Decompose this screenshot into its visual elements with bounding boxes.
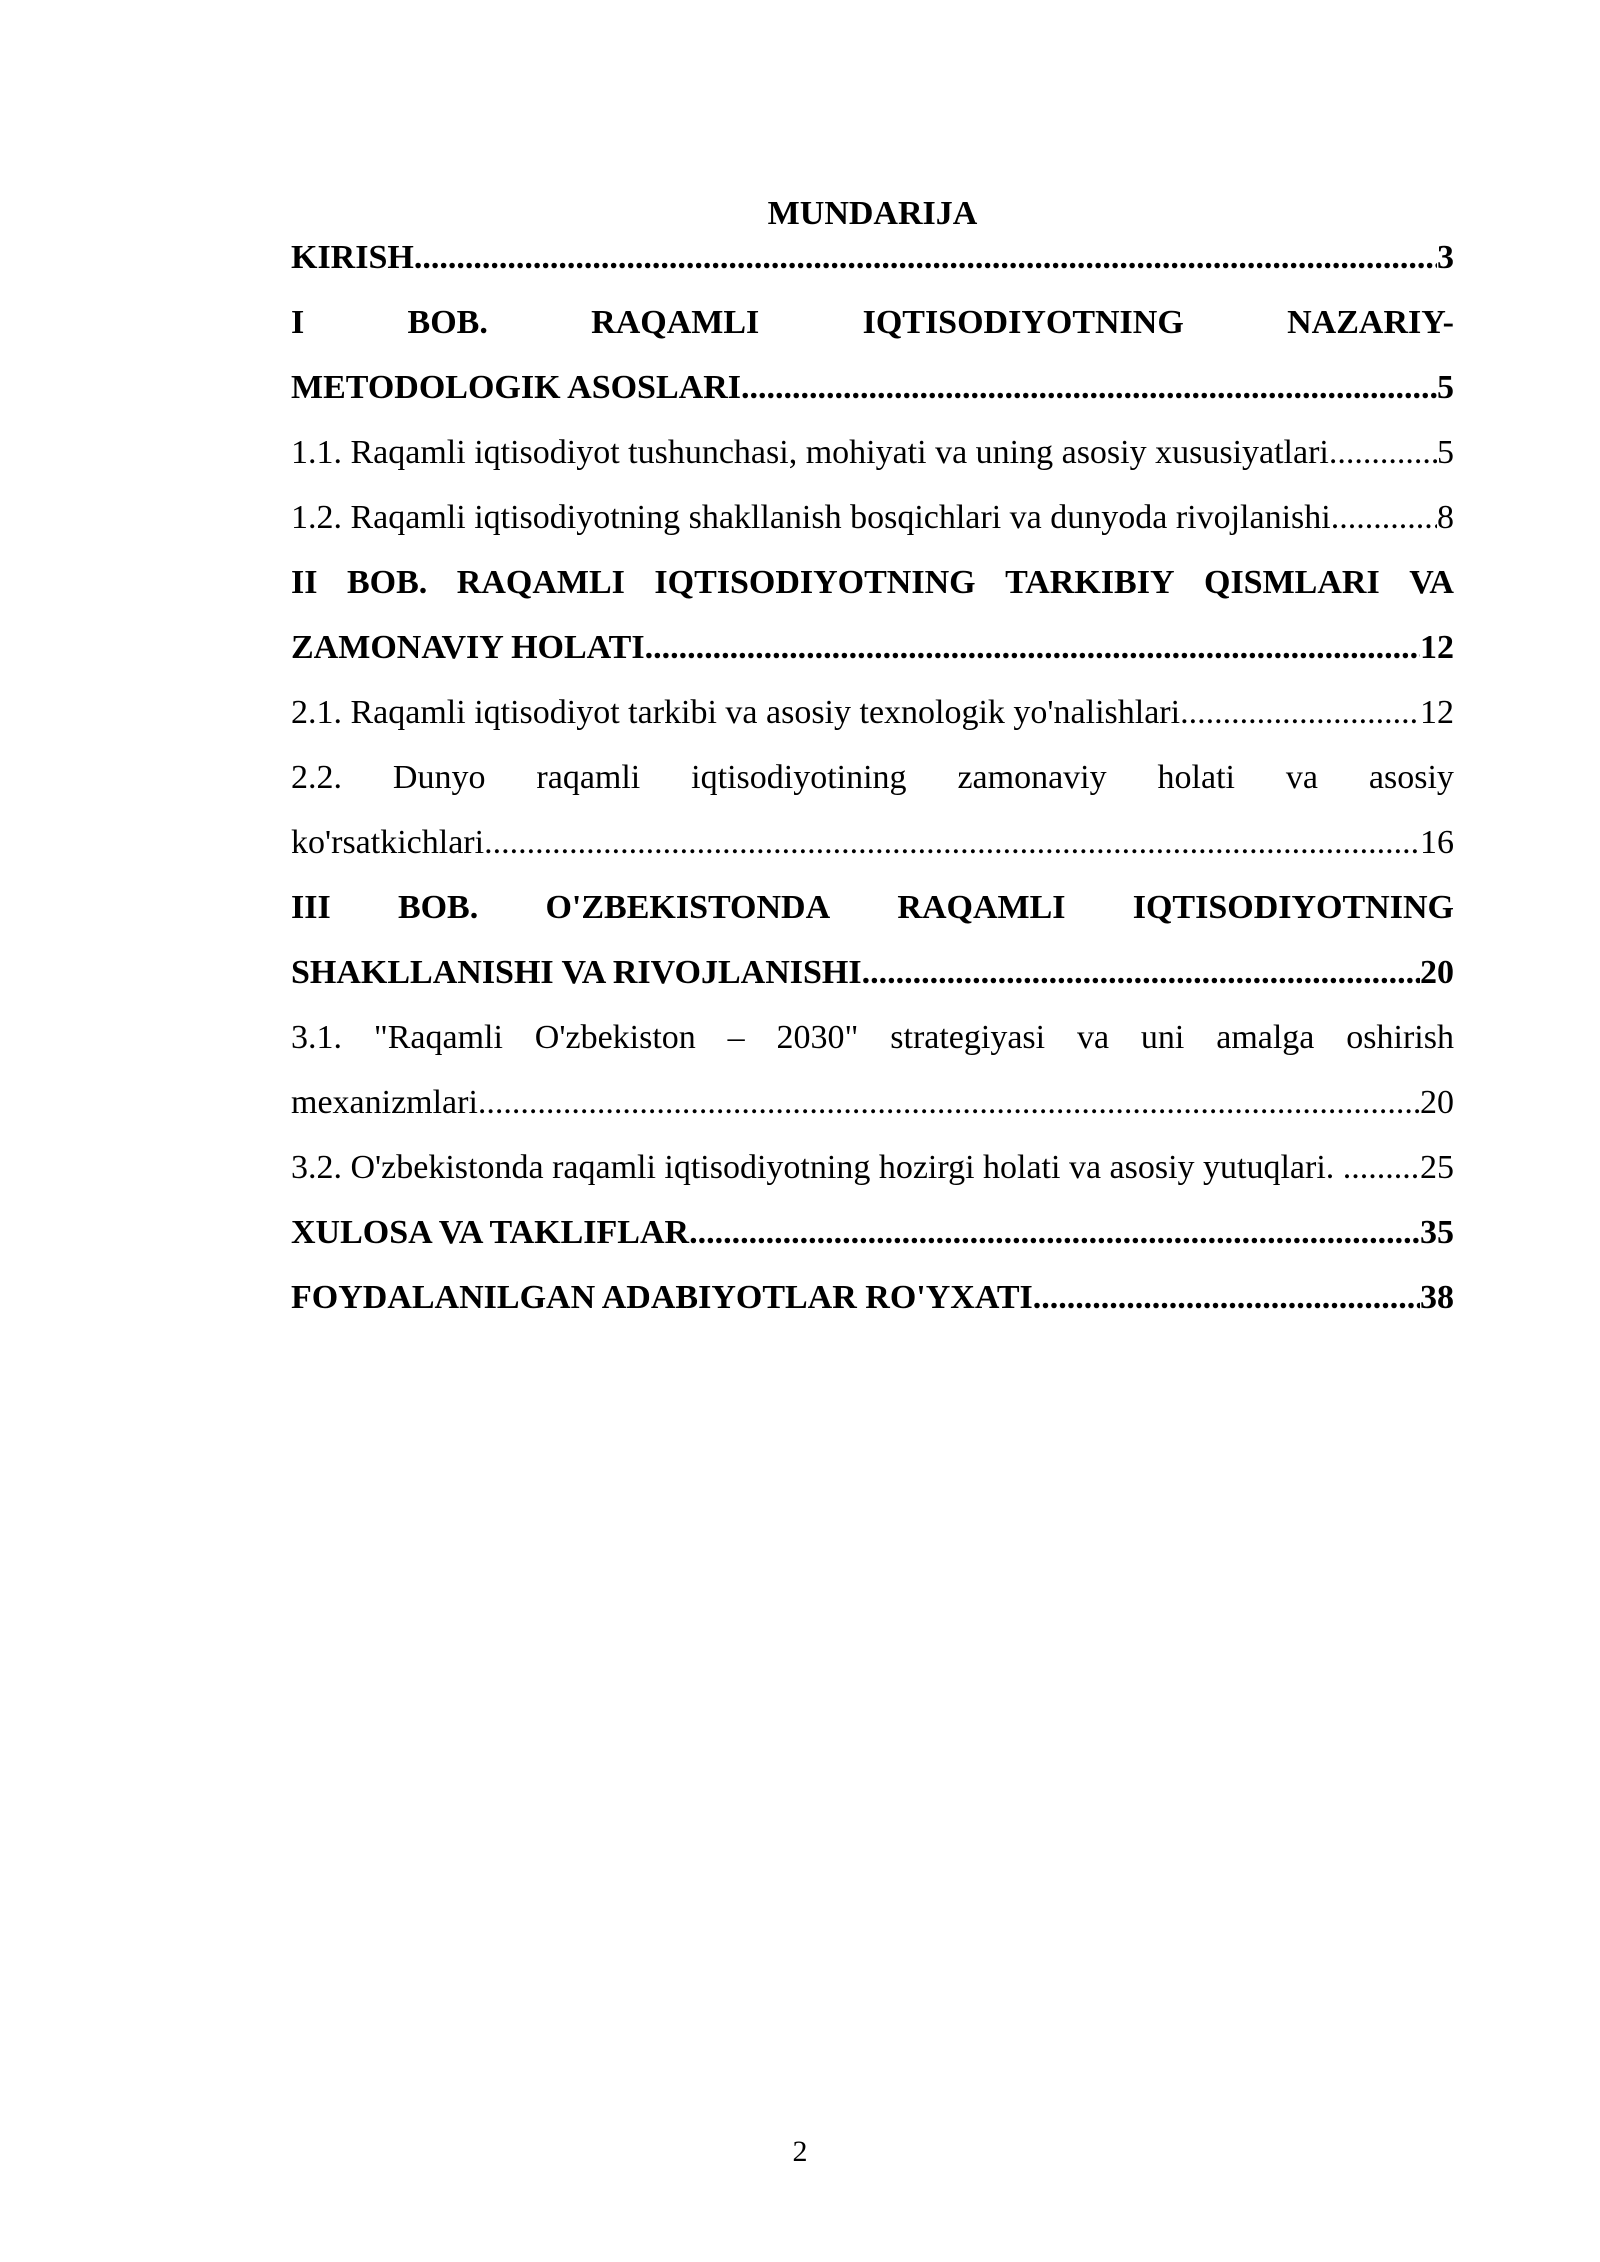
toc-entry-3-1-first-line — [291, 1005, 1454, 1070]
word: amalga — [1216, 1019, 1315, 1056]
toc-entry-2-2-first-line — [291, 745, 1454, 810]
toc-page-number: 8 — [1437, 499, 1454, 536]
toc-entry-3-1[interactable] — [291, 1070, 1454, 1135]
toc-page-number: 35 — [1420, 1214, 1454, 1251]
toc-entry-label: SHAKLLANISHI VA RIVOJLANISHI — [291, 954, 862, 991]
dot-leader — [689, 1200, 1420, 1265]
dot-leader — [741, 355, 1437, 420]
toc-page-number: 25 — [1420, 1149, 1454, 1186]
word: asosiy — [1368, 759, 1454, 796]
word: 3.1. — [291, 1019, 342, 1056]
toc-page-number: 20 — [1420, 1084, 1454, 1121]
toc-entry-label: 1.1. Raqamli iqtisodiyot tushunchasi, mohiyati va uning asosiy xususiyatlari — [291, 434, 1329, 471]
word: IQTISODIYOTNING — [654, 564, 976, 601]
word: O'zbekiston — [534, 1019, 696, 1056]
toc-page-number: 16 — [1420, 824, 1454, 861]
toc-page-number: 3 — [1437, 239, 1454, 276]
word: BOB. — [346, 564, 428, 601]
page-title: MUNDARIJA — [767, 195, 978, 232]
toc-entry-3-2[interactable] — [291, 1135, 1454, 1200]
word: Dunyo — [392, 759, 486, 796]
word: IQTISODIYOTNING — [1132, 889, 1454, 926]
word: holati — [1157, 759, 1235, 796]
toc-entry-label: KIRISH — [291, 239, 414, 276]
toc-entry-chapter-2[interactable] — [291, 615, 1454, 680]
toc-chapter-1-heading-line — [291, 290, 1454, 355]
dot-leader — [1343, 1135, 1420, 1200]
toc-entry-label: mexanizmlari — [291, 1084, 478, 1121]
word: RAQAMLI — [456, 564, 625, 601]
word: VA — [1409, 564, 1454, 601]
word: NAZARIY- — [1287, 304, 1454, 341]
dot-leader — [414, 236, 1437, 280]
word: iqtisodiyotining — [691, 759, 907, 796]
dot-leader — [1033, 1265, 1420, 1330]
toc-entry-label: METODOLOGIK ASOSLARI — [291, 369, 741, 406]
toc-entry-chapter-3[interactable] — [291, 940, 1454, 1005]
word: BOB. — [407, 304, 488, 341]
word: oshirish — [1346, 1019, 1454, 1056]
word: uni — [1140, 1019, 1185, 1056]
table-of-contents — [291, 192, 1454, 1330]
toc-entry-references[interactable] — [291, 1265, 1454, 1330]
toc-entry-label: 3.2. O'zbekistonda raqamli iqtisodiyotning hozirgi holati va asosiy yutuqlari. — [291, 1149, 1343, 1186]
dot-leader — [1180, 680, 1420, 745]
word: RAQAMLI — [591, 304, 760, 341]
toc-page-number: 5 — [1437, 369, 1454, 406]
word: IQTISODIYOTNING — [862, 304, 1184, 341]
word: O'ZBEKISTONDA — [545, 889, 831, 926]
word: zamonaviy — [957, 759, 1107, 796]
toc-entry-label: ko'rsatkichlari — [291, 824, 485, 861]
toc-entry-1-1[interactable] — [291, 420, 1454, 485]
toc-entry-label: XULOSA VA TAKLIFLAR — [291, 1214, 690, 1251]
toc-entry-kirish[interactable] — [291, 236, 1454, 280]
toc-entry-1-2[interactable] — [291, 485, 1454, 550]
word: strategiyasi — [890, 1019, 1046, 1056]
toc-page-number: 12 — [1420, 694, 1454, 731]
word: va — [1285, 759, 1318, 796]
page-number: 2 — [792, 2135, 808, 2168]
dot-leader — [484, 810, 1420, 875]
word: I — [291, 304, 305, 341]
dot-leader — [478, 1070, 1420, 1135]
toc-page-number: 38 — [1420, 1279, 1454, 1316]
toc-entry-2-2[interactable] — [291, 810, 1454, 875]
word: raqamli — [536, 759, 641, 796]
toc-entry-conclusion[interactable] — [291, 1200, 1454, 1265]
toc-entry-label: 1.2. Raqamli iqtisodiyotning shakllanish bosqichlari va dunyoda rivojlanishi — [291, 499, 1331, 536]
toc-page-number: 5 — [1437, 434, 1454, 471]
word: TARKIBIY — [1005, 564, 1175, 601]
toc-page-number: 12 — [1420, 629, 1454, 666]
toc-page-number: 20 — [1420, 954, 1454, 991]
word: 2030" — [776, 1019, 859, 1056]
toc-chapter-3-heading-line — [291, 875, 1454, 940]
word: III — [291, 889, 331, 926]
dot-leader — [1329, 420, 1437, 485]
toc-entry-chapter-1[interactable] — [291, 355, 1454, 420]
word: II — [291, 564, 318, 601]
word: BOB. — [397, 889, 479, 926]
dot-leader — [645, 615, 1420, 680]
dot-leader — [1331, 485, 1437, 550]
word: QISMLARI — [1204, 564, 1380, 601]
dot-leader — [862, 940, 1420, 1005]
word: "Raqamli — [373, 1019, 503, 1056]
toc-entry-label: 2.1. Raqamli iqtisodiyot tarkibi va asosiy texnologik yo'nalishlari — [291, 694, 1181, 731]
word: – — [727, 1019, 745, 1056]
toc-entry-2-1[interactable] — [291, 680, 1454, 745]
toc-chapter-2-heading-line — [291, 550, 1454, 615]
word: RAQAMLI — [897, 889, 1066, 926]
word: va — [1076, 1019, 1110, 1056]
toc-entry-label: ZAMONAVIY HOLATI — [291, 629, 645, 666]
word: 2.2. — [291, 759, 342, 796]
toc-entry-label: FOYDALANILGAN ADABIYOTLAR RO'YXATI — [291, 1279, 1033, 1316]
